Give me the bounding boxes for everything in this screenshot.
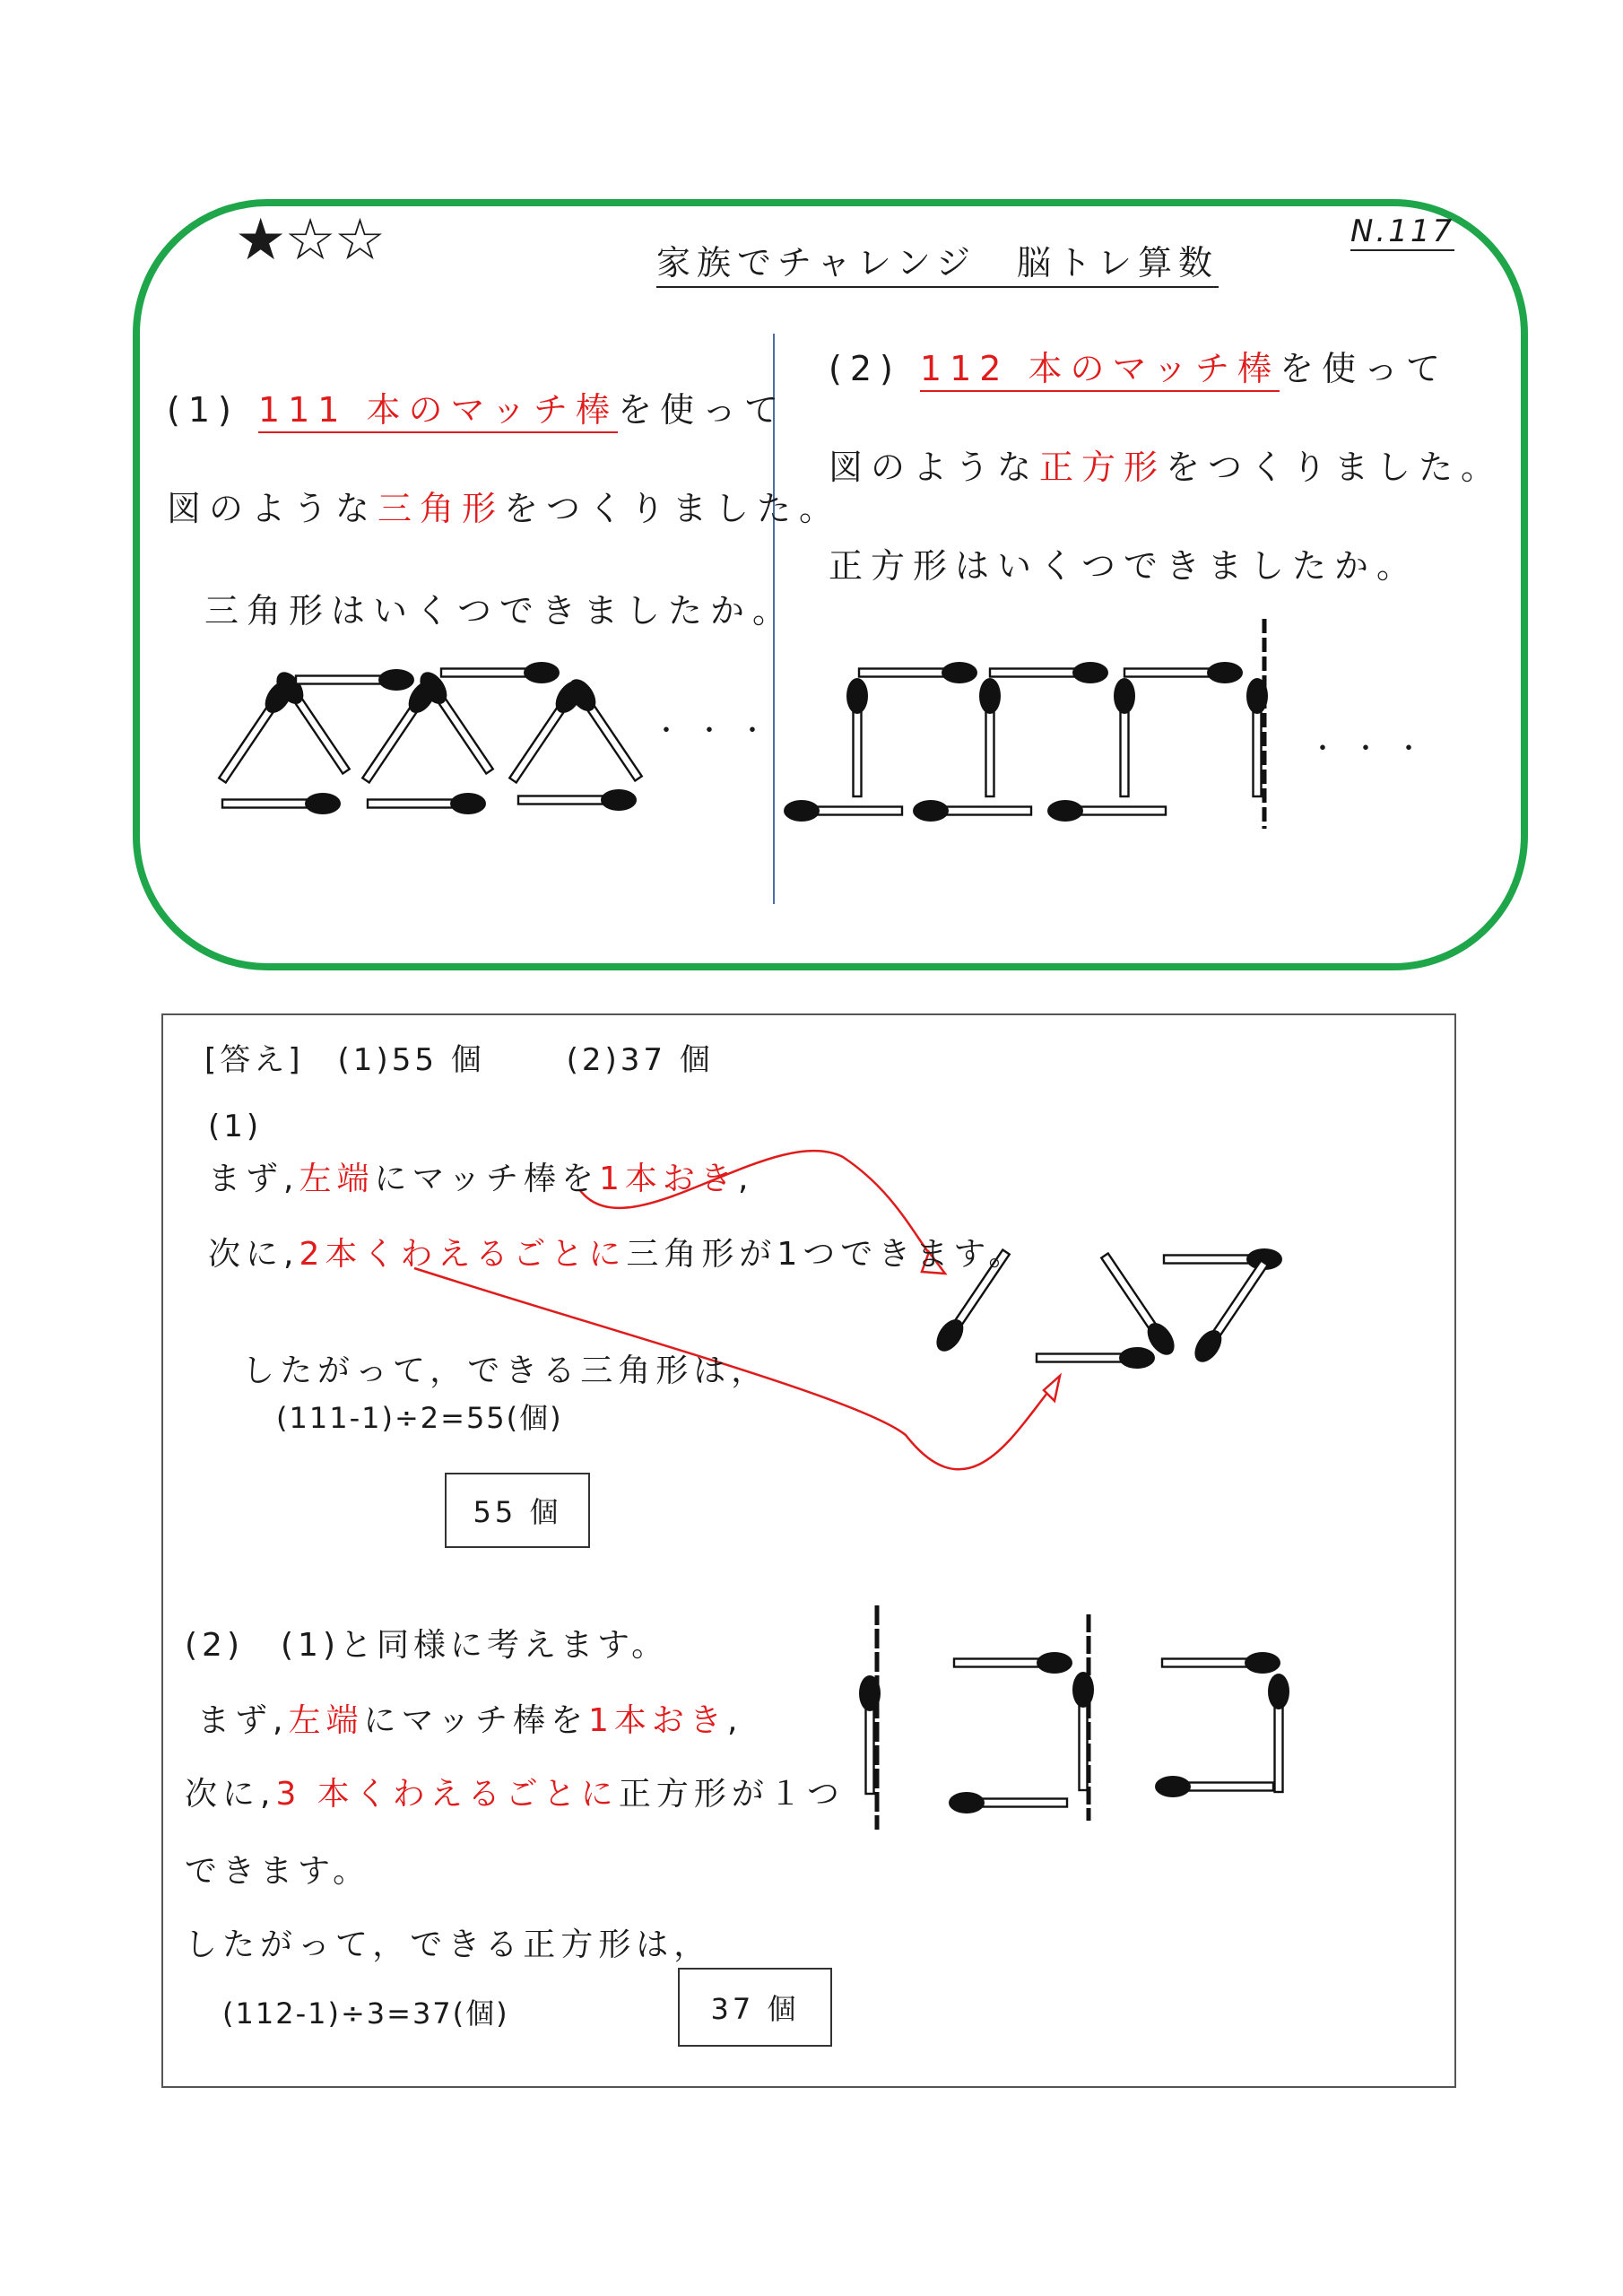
answer1-formula: (111-1)÷2=55(個) — [276, 1401, 563, 1435]
problem2-line2-pre: 図のような — [829, 448, 1040, 487]
answer2-l1-post: , — [726, 1702, 743, 1739]
matchstick — [846, 678, 868, 796]
matchstick — [518, 789, 637, 811]
answer2-line0: (2) (1)と同様に考えます。 — [185, 1627, 669, 1664]
answer1-l2-post: 三角形が1つできます。 — [626, 1236, 1027, 1273]
problem2-line2-post: をつくりました。 — [1166, 448, 1504, 487]
triangle-matchsticks — [213, 662, 647, 814]
matchstick — [1124, 662, 1243, 683]
answer1-number: (1) — [208, 1109, 263, 1144]
answer2-l2-pre: 次に, — [185, 1776, 276, 1813]
problem1-count: 111 本のマッチ棒 — [258, 390, 618, 433]
problem1-line2-pre: 図のような — [167, 489, 378, 528]
answer1-result-box: 55 個 — [445, 1473, 590, 1548]
matchstick — [296, 669, 414, 691]
matchstick — [368, 793, 486, 814]
problem2-line1-rest: を使って — [1280, 349, 1449, 388]
answer2-l2-post: 正方形が１つ — [618, 1776, 845, 1813]
problem1-ellipsis: ・・・ — [653, 716, 782, 747]
matchstick — [784, 800, 902, 822]
problem1-shape: 三角形 — [378, 489, 505, 528]
problem2-shape: 正方形 — [1039, 448, 1167, 487]
matchstick — [222, 793, 341, 814]
answer2-l2-red: 3 本くわえるごとに — [275, 1776, 619, 1813]
problem1-number: (1) — [167, 390, 239, 430]
answer2-formula: (112-1)÷3=37(個) — [222, 1996, 509, 2031]
matchstick — [859, 662, 977, 683]
answer1-l2-pre: 次に, — [208, 1236, 299, 1273]
answer-heading: [答え] (1)55 個 (2)37 個 — [204, 1042, 714, 1078]
problem2-number: (2) — [829, 349, 901, 388]
problem1-line1-rest: を使って — [618, 390, 787, 430]
square-matchsticks — [784, 619, 1268, 829]
matchstick — [979, 678, 1001, 796]
answer1-l2-red: 2本くわえるごとに — [299, 1236, 627, 1273]
answer2-l1-red1: 左端 — [288, 1702, 364, 1739]
answer1-line2 — [208, 1229, 1026, 1274]
matchstick — [563, 674, 647, 785]
problem2-ellipsis: ・・・ — [1309, 734, 1438, 765]
answer1-l1-red2: 1本おき — [599, 1161, 738, 1197]
answer1-line1 — [208, 1153, 753, 1199]
answer2-l1-red2: 1本おき — [588, 1702, 727, 1739]
answer2-l1-mid: にマッチ棒を — [363, 1702, 589, 1739]
answer2-line2 — [185, 1769, 845, 1814]
answer1-l1-pre: まず, — [208, 1161, 299, 1197]
answer1-l1-post: , — [737, 1161, 754, 1197]
problem2-question: 正方形はいくつできましたか。 — [829, 546, 1419, 586]
matchstick — [441, 662, 560, 683]
difficulty-stars: ★☆☆ — [235, 207, 385, 274]
matchstick — [414, 667, 499, 778]
answer1-line3: したがって，できる三角形は， — [242, 1352, 769, 1389]
answer2-line1 — [197, 1695, 742, 1741]
problem1-question: 三角形はいくつできましたか。 — [204, 591, 795, 631]
page-title: 家族でチャレンジ 脳トレ算数 — [656, 235, 1219, 288]
answer2-line3: できます。 — [185, 1853, 371, 1890]
answer2-line4: したがって，できる正方形は， — [185, 1926, 712, 1963]
answer2-l1-pre: まず, — [197, 1702, 289, 1739]
matchstick — [1047, 800, 1166, 822]
answer1-l1-red1: 左端 — [299, 1161, 375, 1197]
problem1-line2-post: をつくりました。 — [504, 489, 842, 528]
sheet-number: N.117 — [1350, 213, 1455, 249]
answer2-result-box: 37 個 — [678, 1968, 832, 2047]
matchstick — [1114, 678, 1135, 796]
matchstick — [990, 662, 1108, 683]
problem2-count: 112 本のマッチ棒 — [920, 349, 1280, 392]
answer1-l1-mid: にマッチ棒を — [374, 1161, 600, 1197]
matchstick — [913, 800, 1031, 822]
